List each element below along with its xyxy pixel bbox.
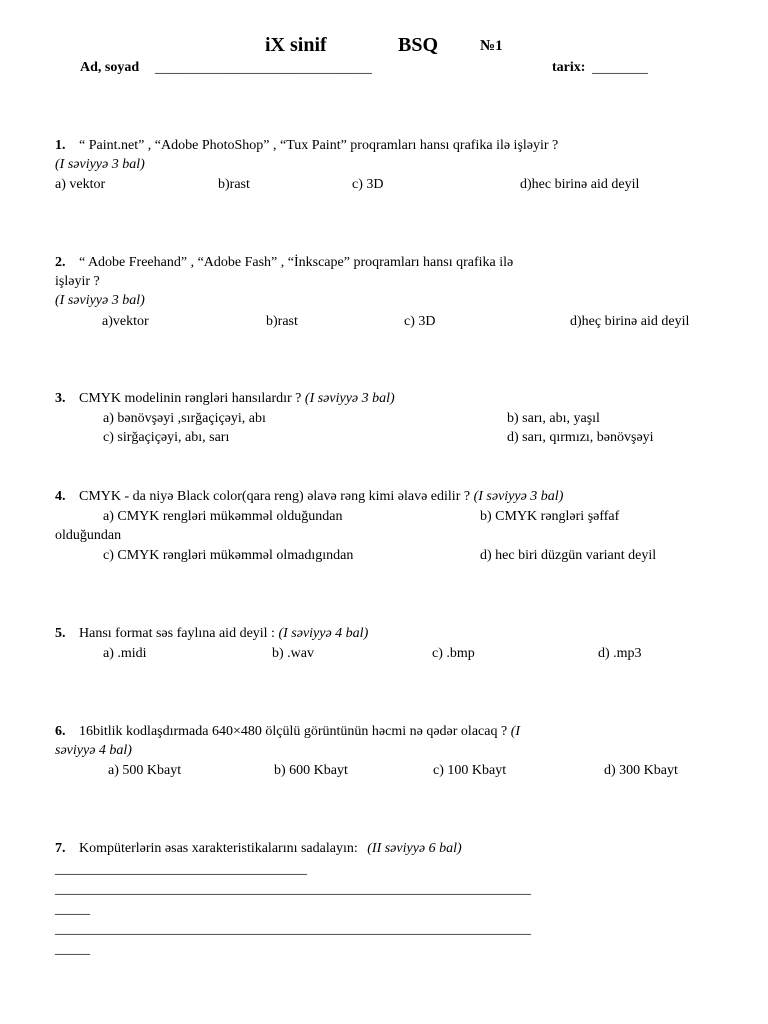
title-class: iX sinif [265,34,327,56]
question-4 [55,489,563,505]
question-text: “ Paint.net” , “Adobe PhotoShop” , “Tux Paint” proqramları hansı qrafika ilə işləyir ? [79,138,559,153]
question-number: 6. [55,724,66,739]
date-line[interactable]: ________ [592,61,648,76]
option-d[interactable]: d) 300 Kbayt [604,763,678,778]
title-type: BSQ [398,34,439,56]
question-number: 2. [55,255,66,270]
question-level: (I [510,724,521,739]
title-number: №1 [480,38,503,54]
option-a[interactable]: a) 500 Kbayt [108,763,182,778]
option-d[interactable]: d)heç birinə aid deyil [570,314,690,329]
option-b-cont[interactable]: olduğundan [55,528,122,543]
answer-line[interactable]: ____________________________________________________________________ [55,922,531,937]
question-level: (I səviyyə 3 bal) [55,293,145,308]
option-c[interactable]: c) 3D [352,177,384,192]
option-a[interactable]: a) vektor [55,177,106,192]
question-6 [55,724,520,740]
option-c[interactable]: c) .bmp [432,646,475,661]
question-level: (I səviyyə 3 bal) [473,489,564,504]
option-c[interactable]: c) sirğaçiçəyi, abı, sarı [103,430,230,445]
option-a[interactable]: a) .midi [103,646,147,661]
question-7 [55,841,462,857]
question-number: 3. [55,391,66,406]
question-text: 16bitlik kodlaşdırmada 640×480 ölçülü görüntünün həcmi nə qədər olacaq ? [79,724,508,739]
question-3 [55,391,395,407]
question-level: (I səviyyə 3 bal) [55,157,145,172]
question-number: 4. [55,489,66,504]
option-b[interactable]: b)rast [218,177,250,192]
question-number: 1. [55,138,66,153]
option-b[interactable]: b) 600 Kbayt [274,763,348,778]
option-d[interactable]: d) sarı, qırmızı, bənövşəyi [507,430,654,445]
option-b[interactable]: b) sarı, abı, yaşıl [507,411,600,426]
question-level: (I səviyyə 4 bal) [278,626,369,641]
question-1 [55,138,558,154]
answer-line[interactable]: _____ [55,902,90,917]
option-d[interactable]: d)hec birinə aid deyil [520,177,640,192]
question-text: Hansı format səs faylına aid deyil : [79,626,275,641]
name-line[interactable]: _______________________________ [155,61,372,76]
option-c[interactable]: c) 3D [404,314,436,329]
name-label: Ad, soyad [80,60,140,75]
answer-line[interactable]: ____________________________________ [55,862,307,877]
option-c[interactable]: c) CMYK rəngləri mükəmməl olmadıgından [103,548,354,563]
question-text: CMYK modelinin rəngləri hansılardır ? [79,391,302,406]
question-level: (I səviyyə 3 bal) [304,391,395,406]
question-level-cont: səviyyə 4 bal) [55,743,132,758]
option-a[interactable]: a) CMYK rengləri mükəmməl olduğundan [103,509,343,524]
question-text: “ Adobe Freehand” , “Adobe Fash” , “İnkscape” proqramları hansı qrafika ilə [79,255,514,270]
option-b[interactable]: b) .wav [272,646,314,661]
question-text: Kompüterlərin əsas xarakteristikalarını sadalayın: [79,841,358,856]
question-text: CMYK - da niyə Black color(qara reng) əlavə rəng kimi əlavə edilir ? [79,489,471,504]
date-label: tarix: [552,60,586,75]
question-2 [55,255,513,271]
question-text-cont: işləyir ? [55,274,100,289]
question-number: 5. [55,626,66,641]
question-5 [55,626,368,642]
answer-line[interactable]: ____________________________________________________________________ [55,882,531,897]
option-d[interactable]: d) .mp3 [598,646,642,661]
option-b[interactable]: b)rast [266,314,298,329]
answer-line[interactable]: _____ [55,942,90,957]
option-b[interactable]: b) CMYK rəngləri şəffaf [480,509,620,524]
question-level: (II səviyyə 6 bal) [367,841,462,856]
option-a[interactable]: a) bənövşəyi ,sırğaçiçəyi, abı [103,411,266,426]
option-c[interactable]: c) 100 Kbayt [433,763,507,778]
option-a[interactable]: a)vektor [102,314,149,329]
question-number: 7. [55,841,66,856]
option-d[interactable]: d) hec biri düzgün variant deyil [480,548,657,563]
